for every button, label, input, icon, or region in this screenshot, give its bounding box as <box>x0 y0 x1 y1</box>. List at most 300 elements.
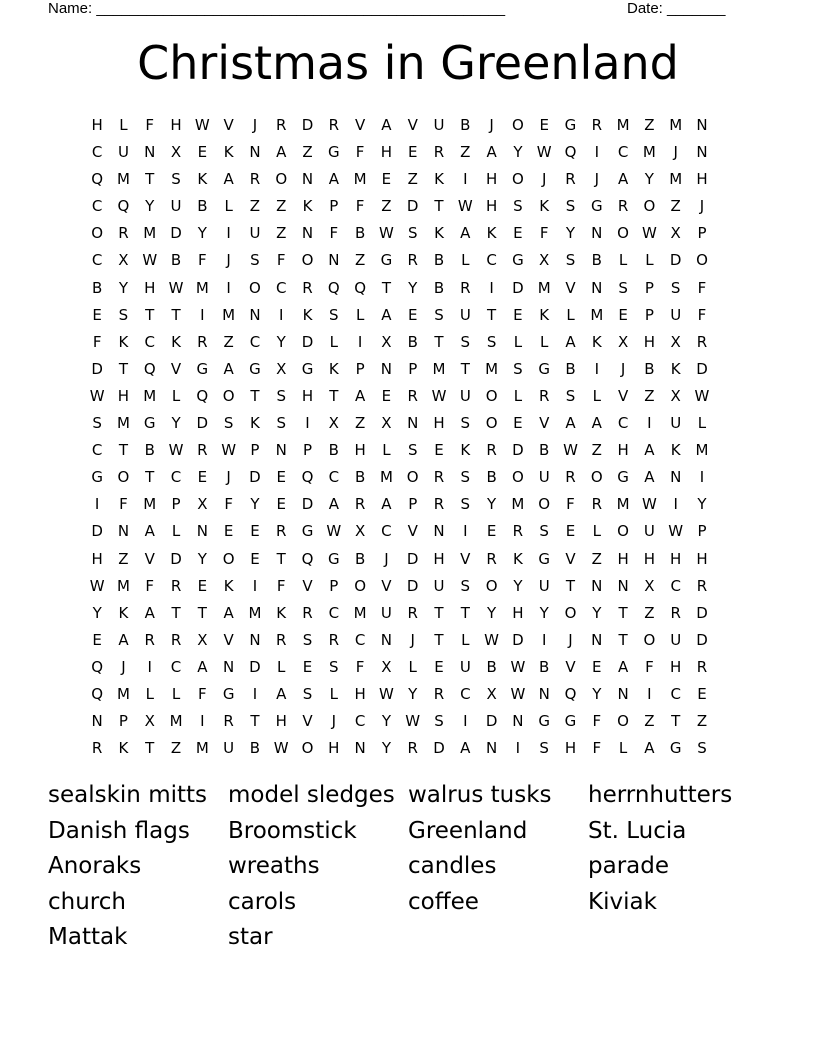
grid-letter: F <box>92 332 102 351</box>
grid-letter: X <box>170 143 182 162</box>
grid-letter: G <box>538 359 550 378</box>
grid-letter: J <box>410 630 415 649</box>
grid-letter: I <box>279 305 284 324</box>
grid-letter: I <box>226 224 231 243</box>
grid-letter: H <box>117 386 130 405</box>
grid-letter: O <box>617 522 629 541</box>
grid-letter: N <box>196 522 208 541</box>
grid-letter: Y <box>276 332 286 351</box>
grid-letter: B <box>328 441 339 460</box>
header <box>48 0 748 20</box>
grid-letter: Y <box>92 603 102 622</box>
grid-letter: A <box>381 495 392 514</box>
grid-letter: H <box>564 739 577 758</box>
grid-letter: H <box>643 332 656 351</box>
grid-letter: T <box>434 603 444 622</box>
grid-letter: Z <box>118 549 129 568</box>
grid-letter: S <box>460 576 471 595</box>
grid-letter: L <box>382 441 391 460</box>
grid-letter: V <box>539 414 550 433</box>
grid-letter: B <box>354 224 366 243</box>
grid-letter: R <box>302 603 313 622</box>
grid-letter: F <box>224 495 233 514</box>
grid-letter: W <box>378 224 394 243</box>
grid-letter: Q <box>91 684 104 703</box>
word-list-item: model sledges <box>228 782 395 808</box>
grid-letter: N <box>249 143 261 162</box>
grid-letter: G <box>249 359 261 378</box>
grid-letter: O <box>117 468 130 487</box>
grid-letter: X <box>144 712 155 731</box>
grid-letter: I <box>305 414 310 433</box>
grid-letter: N <box>512 712 524 731</box>
grid-letter: G <box>512 251 524 270</box>
grid-letter: R <box>565 468 576 487</box>
grid-letter: J <box>594 170 599 189</box>
grid-letter: E <box>513 305 523 324</box>
grid-letter: X <box>539 251 550 270</box>
grid-letter: S <box>618 278 628 297</box>
grid-letter: K <box>197 170 208 189</box>
grid-letter: P <box>355 359 365 378</box>
page-title: Christmas in Greenland <box>137 36 679 90</box>
grid-letter: E <box>197 468 208 487</box>
grid-letter: Q <box>196 386 209 405</box>
grid-letter: Y <box>539 603 549 622</box>
grid-letter: V <box>565 549 576 568</box>
grid-letter: E <box>434 441 444 460</box>
word-list-item: carols <box>228 888 297 915</box>
grid-letter: D <box>485 712 498 731</box>
grid-letter: R <box>486 549 497 568</box>
word-list-item: parade <box>588 853 669 879</box>
grid-letter: J <box>226 251 231 270</box>
grid-letter: N <box>696 143 708 162</box>
grid-letter: Z <box>644 386 655 405</box>
grid-letter: N <box>696 116 708 134</box>
grid-letter: Y <box>592 684 602 703</box>
grid-letter: A <box>565 414 576 433</box>
grid-letter: E <box>92 630 102 649</box>
grid-letter: Q <box>143 359 156 378</box>
grid-letter: L <box>171 386 181 405</box>
grid-letter: F <box>198 684 207 703</box>
grid-letter: V <box>354 116 366 134</box>
grid-letter: K <box>512 549 523 568</box>
grid-letter: I <box>699 468 705 487</box>
grid-letter: I <box>463 170 468 189</box>
grid-letter: E <box>434 657 444 676</box>
grid-letter: O <box>249 278 261 297</box>
grid-letter: A <box>223 170 234 189</box>
grid-letter: J <box>673 143 678 162</box>
grid-letter: J <box>121 657 126 676</box>
grid-letter: U <box>459 305 471 324</box>
grid-letter: R <box>433 495 445 514</box>
grid-letter: A <box>644 739 655 758</box>
grid-letter: O <box>643 197 656 216</box>
grid-letter: P <box>303 441 313 460</box>
grid-letter: Z <box>276 197 287 216</box>
grid-letter: R <box>197 441 208 460</box>
grid-letter: F <box>276 576 286 595</box>
grid-letter: O <box>643 630 656 649</box>
grid-letter: H <box>354 441 366 460</box>
grid-letter: B <box>486 657 497 676</box>
grid-letter: Z <box>407 170 418 189</box>
grid-letter: L <box>355 305 365 324</box>
grid-letter: W <box>668 522 684 541</box>
grid-letter: T <box>197 603 207 622</box>
grid-letter: R <box>433 468 445 487</box>
grid-letter: D <box>406 197 419 216</box>
grid-letter: D <box>301 116 314 134</box>
grid-letter: B <box>197 197 208 216</box>
grid-letter: S <box>118 305 129 324</box>
grid-letter: X <box>197 495 208 514</box>
grid-letter: I <box>515 739 521 758</box>
grid-letter: J <box>620 359 626 378</box>
grid-letter: M <box>116 684 130 703</box>
grid-letter: H <box>328 739 340 758</box>
grid-letter: F <box>145 576 155 595</box>
grid-letter: T <box>434 630 444 649</box>
grid-letter: A <box>354 386 366 405</box>
word-list-item: herrnhutters <box>588 782 733 808</box>
grid-letter: L <box>171 522 181 541</box>
grid-letter: H <box>91 549 103 568</box>
grid-letter: T <box>171 603 181 622</box>
grid-letter: Z <box>591 441 602 460</box>
grid-letter: G <box>222 684 235 703</box>
grid-letter: T <box>145 739 155 758</box>
date-field-label: Date: _______ <box>627 0 726 17</box>
grid-letter: N <box>354 739 366 758</box>
grid-letter: A <box>460 739 471 758</box>
grid-letter: U <box>538 468 550 487</box>
grid-letter: Y <box>565 224 576 243</box>
grid-letter: X <box>276 359 287 378</box>
grid-letter: U <box>170 197 182 216</box>
grid-letter: N <box>538 684 550 703</box>
grid-letter: R <box>276 630 287 649</box>
grid-letter: F <box>697 278 707 297</box>
grid-letter: D <box>170 224 182 243</box>
grid-letter: H <box>275 712 287 731</box>
grid-letter: S <box>302 630 313 649</box>
grid-letter: B <box>407 332 418 351</box>
grid-letter: H <box>433 549 445 568</box>
grid-letter: U <box>223 739 235 758</box>
grid-letter: X <box>381 657 392 676</box>
grid-letter: H <box>301 386 314 405</box>
grid-letter: A <box>118 630 129 649</box>
grid-letter: N <box>144 143 156 162</box>
grid-letter: B <box>170 251 182 270</box>
grid-letter: M <box>379 468 393 487</box>
grid-letter: K <box>250 414 260 433</box>
grid-letter: A <box>144 522 155 541</box>
grid-letter: R <box>407 739 418 758</box>
grid-letter: O <box>511 116 524 134</box>
grid-letter: D <box>696 603 708 622</box>
grid-letter: O <box>617 224 629 243</box>
grid-letter: Q <box>564 143 577 162</box>
grid-letter: V <box>170 359 182 378</box>
grid-letter: T <box>145 468 155 487</box>
grid-letter: G <box>538 549 550 568</box>
grid-letter: X <box>118 251 129 270</box>
grid-letter: O <box>301 739 314 758</box>
grid-letter: V <box>302 712 313 731</box>
grid-letter: T <box>118 359 129 378</box>
grid-letter: D <box>249 657 261 676</box>
grid-letter: D <box>406 576 419 595</box>
grid-letter: W <box>168 441 184 460</box>
grid-letter: C <box>275 278 287 297</box>
grid-letter: A <box>223 359 234 378</box>
grid-letter: F <box>329 224 339 243</box>
grid-letter: I <box>594 359 599 378</box>
grid-letter: W <box>510 684 526 703</box>
grid-letter: S <box>697 739 707 758</box>
grid-letter: W <box>273 739 289 758</box>
grid-letter: L <box>618 251 628 270</box>
name-field-label: Name: _________________________________________________ <box>48 0 506 17</box>
grid-letter: N <box>591 278 603 297</box>
grid-letter: P <box>118 712 128 731</box>
grid-letter: M <box>485 359 499 378</box>
grid-letter: I <box>252 576 258 595</box>
grid-letter: H <box>643 549 656 568</box>
grid-letter: D <box>249 468 261 487</box>
grid-letter: D <box>301 495 314 514</box>
grid-letter: M <box>590 305 604 324</box>
grid-letter: K <box>118 332 129 351</box>
grid-letter: Y <box>487 495 497 514</box>
grid-letter: N <box>617 684 629 703</box>
grid-letter: H <box>485 197 498 216</box>
grid-letter: W <box>457 197 473 216</box>
grid-letter: H <box>617 441 629 460</box>
grid-letter: D <box>91 522 103 541</box>
grid-letter: A <box>460 224 471 243</box>
grid-letter: Q <box>354 278 367 297</box>
grid-letter: Y <box>408 684 418 703</box>
grid-letter: G <box>301 359 314 378</box>
grid-letter: F <box>276 251 286 270</box>
grid-letter: O <box>590 468 603 487</box>
grid-letter: L <box>119 116 128 134</box>
grid-letter: I <box>594 143 599 162</box>
grid-letter: G <box>590 197 603 216</box>
grid-letter: A <box>276 143 287 162</box>
grid-letter: O <box>91 224 104 243</box>
word-list-item: Mattak <box>48 924 128 950</box>
word-list-item: Greenland <box>408 817 528 844</box>
grid-letter: V <box>460 549 471 568</box>
grid-letter: E <box>407 143 418 162</box>
grid-letter: C <box>328 603 340 622</box>
grid-letter: K <box>670 359 681 378</box>
grid-letter: N <box>485 739 498 758</box>
grid-letter: Y <box>513 576 523 595</box>
grid-letter: X <box>197 630 208 649</box>
word-list-item: church <box>48 888 126 915</box>
grid-letter: Z <box>670 197 681 216</box>
grid-letter: F <box>539 224 549 243</box>
grid-letter: C <box>249 332 261 351</box>
grid-letter: H <box>170 116 182 134</box>
grid-letter: Y <box>381 739 391 758</box>
grid-letter: K <box>118 739 129 758</box>
grid-letter: S <box>565 386 576 405</box>
grid-letter: X <box>670 224 681 243</box>
grid-letter: E <box>539 116 549 134</box>
grid-letter: K <box>670 441 681 460</box>
grid-letter: K <box>460 441 471 460</box>
grid-letter: C <box>617 414 629 433</box>
grid-letter: S <box>434 305 444 324</box>
grid-letter: J <box>331 712 337 731</box>
grid-letter: G <box>196 359 209 378</box>
grid-letter: W <box>142 251 158 270</box>
grid-letter: N <box>433 522 445 541</box>
grid-letter: Y <box>250 495 260 514</box>
grid-letter: R <box>197 332 208 351</box>
grid-letter: S <box>276 414 286 433</box>
grid-letter: A <box>644 441 655 460</box>
grid-letter: E <box>381 170 392 189</box>
grid-letter: W <box>89 576 105 595</box>
grid-letter: H <box>354 684 366 703</box>
grid-letter: K <box>171 332 181 351</box>
grid-letter: H <box>91 116 103 134</box>
grid-letter: H <box>144 278 156 297</box>
grid-letter: I <box>94 495 100 514</box>
grid-letter: M <box>695 441 709 460</box>
grid-letter: Z <box>276 224 287 243</box>
grid-letter: R <box>591 495 602 514</box>
grid-letter: B <box>565 359 576 378</box>
grid-letter: E <box>381 386 392 405</box>
grid-letter: R <box>617 197 629 216</box>
grid-letter: Z <box>223 332 234 351</box>
grid-letter: R <box>170 630 182 649</box>
grid-letter: U <box>670 414 682 433</box>
grid-letter: T <box>434 197 444 216</box>
grid-letter: S <box>302 684 313 703</box>
grid-letter: B <box>591 251 602 270</box>
grid-letter: T <box>171 305 181 324</box>
grid-letter: N <box>591 224 603 243</box>
grid-letter: Z <box>644 603 655 622</box>
grid-letter: W <box>641 224 657 243</box>
grid-letter: L <box>329 684 338 703</box>
grid-letter: R <box>407 251 418 270</box>
grid-letter: V <box>223 630 234 649</box>
grid-letter: F <box>355 657 365 676</box>
grid-letter: X <box>486 684 497 703</box>
grid-letter: Y <box>171 414 181 433</box>
grid-letter: U <box>538 576 550 595</box>
grid-letter: Q <box>91 657 104 676</box>
grid-letter: L <box>513 386 523 405</box>
grid-letter: C <box>144 332 155 351</box>
grid-letter: X <box>354 522 366 541</box>
grid-letter: T <box>671 712 681 731</box>
grid-letter: O <box>696 251 708 270</box>
grid-letter: I <box>463 522 468 541</box>
grid-letter: K <box>486 224 497 243</box>
grid-letter: B <box>644 359 655 378</box>
grid-letter: Q <box>91 170 104 189</box>
grid-letter: L <box>645 251 654 270</box>
grid-letter: Y <box>197 549 207 568</box>
grid-letter: H <box>380 143 393 162</box>
grid-letter: Y <box>697 495 707 514</box>
grid-letter: S <box>460 332 471 351</box>
grid-letter: C <box>91 441 103 460</box>
grid-letter: M <box>116 414 130 433</box>
grid-letter: I <box>252 684 258 703</box>
grid-letter: S <box>460 414 471 433</box>
grid-letter: C <box>617 143 629 162</box>
grid-letter: A <box>565 332 576 351</box>
grid-letter: R <box>328 116 340 134</box>
grid-letter: R <box>670 603 681 622</box>
grid-letter: S <box>539 739 549 758</box>
grid-letter: T <box>276 549 286 568</box>
grid-letter: N <box>275 441 287 460</box>
grid-letter: V <box>565 278 576 297</box>
grid-letter: E <box>302 657 313 676</box>
grid-letter: J <box>699 197 705 216</box>
grid-letter: R <box>512 522 524 541</box>
grid-letter: Q <box>564 684 577 703</box>
grid-letter: I <box>673 495 678 514</box>
grid-letter: D <box>433 739 445 758</box>
grid-letter: E <box>197 143 208 162</box>
grid-letter: U <box>433 116 445 134</box>
grid-letter: A <box>381 116 392 134</box>
grid-letter: S <box>565 197 576 216</box>
grid-letter: R <box>460 278 471 297</box>
word-list-item: walrus tusks <box>408 782 552 808</box>
grid-letter: L <box>592 386 601 405</box>
grid-letter: N <box>591 576 603 595</box>
grid-letter: E <box>276 495 286 514</box>
grid-letter: S <box>250 251 260 270</box>
grid-letter: J <box>541 170 547 189</box>
grid-letter: E <box>565 522 576 541</box>
word-list-item: sealskin mitts <box>48 782 208 808</box>
grid-letter: G <box>617 468 629 487</box>
grid-letter: I <box>200 712 205 731</box>
word-list-item: Kiviak <box>588 888 657 915</box>
grid-letter: B <box>539 657 550 676</box>
grid-letter: J <box>252 116 258 134</box>
grid-letter: W <box>326 522 342 541</box>
grid-letter: T <box>460 603 470 622</box>
grid-letter: C <box>354 630 366 649</box>
grid-letter: L <box>540 332 549 351</box>
grid-letter: F <box>645 657 654 676</box>
word-list-item: candles <box>408 853 497 879</box>
grid-letter: Y <box>487 603 497 622</box>
grid-letter: F <box>592 739 602 758</box>
grid-letter: Z <box>644 712 655 731</box>
